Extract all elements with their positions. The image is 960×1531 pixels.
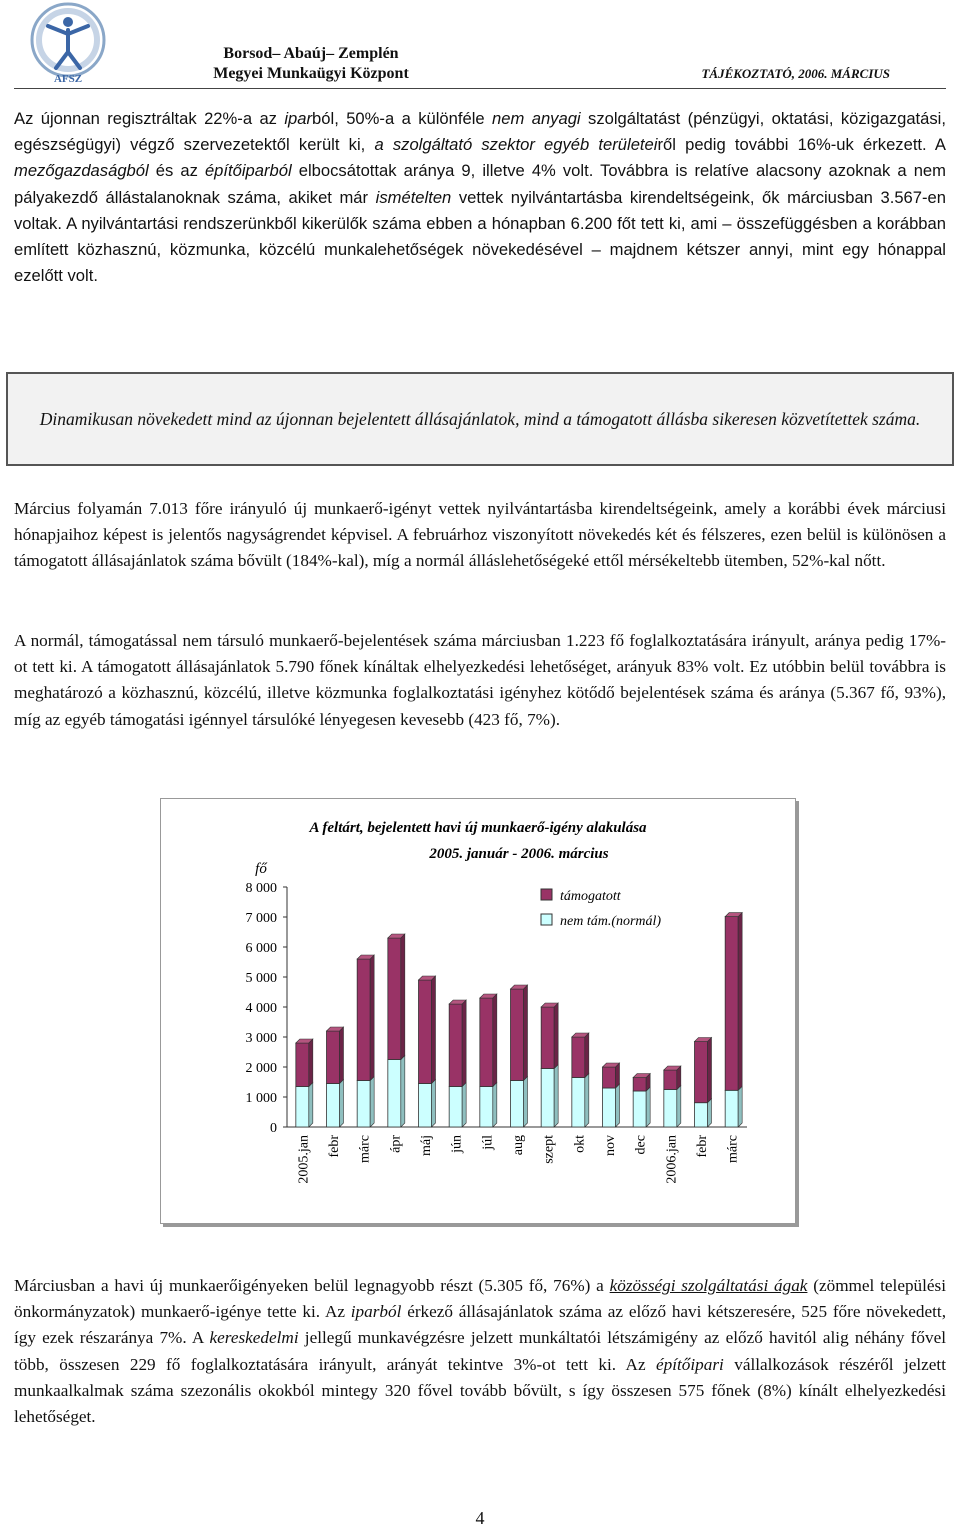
bar-normal-side xyxy=(554,1065,558,1128)
bar-supported xyxy=(511,989,524,1081)
bar-supported-side xyxy=(432,976,436,1084)
page-number: 4 xyxy=(475,1508,485,1528)
emphasis-text: mezőgazdaságból xyxy=(14,161,149,181)
bar-supported xyxy=(357,959,370,1081)
bar-supported xyxy=(725,917,738,1091)
bar-normal xyxy=(388,1060,401,1128)
bar-supported-side xyxy=(493,994,497,1087)
x-tick-label: nov xyxy=(603,1135,618,1156)
bar-normal xyxy=(480,1087,493,1128)
y-tick-label: 1 000 xyxy=(245,1091,277,1106)
y-tick-label: 8 000 xyxy=(245,881,277,896)
x-tick-label: máj xyxy=(419,1135,434,1156)
bar-supported xyxy=(633,1078,646,1092)
bar-normal-side xyxy=(432,1080,436,1128)
bar-normal xyxy=(572,1078,585,1128)
emphasis-text: a szolgáltató szektor egyéb területei xyxy=(374,135,658,155)
bar-supported-side xyxy=(554,1003,558,1069)
header-organization xyxy=(186,44,436,84)
x-tick-label: febr xyxy=(327,1135,342,1158)
bar-supported xyxy=(480,998,493,1087)
text-run: Az újonnan regisztráltak 22%-a az xyxy=(14,109,285,128)
bar-normal xyxy=(603,1088,616,1127)
afsz-logo xyxy=(8,0,128,88)
org-line-1: Borsod– Abaúj– Zemplén xyxy=(223,45,399,62)
y-tick-label: 4 000 xyxy=(245,1001,277,1016)
bar-normal xyxy=(725,1090,738,1127)
logo-text: AFSZ xyxy=(53,73,83,85)
x-tick-label: júl xyxy=(480,1135,496,1150)
bar-supported xyxy=(695,1042,708,1103)
bar-normal-side xyxy=(340,1080,344,1128)
legend-label-supported: támogatott xyxy=(560,889,621,904)
bar-supported-side xyxy=(524,985,528,1081)
x-tick-label: 2005.jan xyxy=(296,1135,312,1184)
text-run: vállalkozások részéről jelzett munkaalkalmak száma szezonális okokból mintegy 320 fővel tovább bővült, s így összesen 575 főnek (8%) kínált elhelyezkedési lehetőséget. xyxy=(14,1354,946,1427)
bar-normal-side xyxy=(708,1099,712,1127)
bar-supported xyxy=(572,1037,585,1078)
bar-supported-side xyxy=(401,934,405,1060)
emphasis-text: ismételten xyxy=(375,187,452,207)
highlight-box xyxy=(6,372,954,466)
paragraph-sector-breakdown xyxy=(14,1273,946,1430)
bar-supported-side xyxy=(462,1000,466,1087)
bar-supported-side xyxy=(370,955,374,1081)
bar-supported xyxy=(388,938,401,1060)
bar-normal xyxy=(296,1087,309,1128)
text-run: szolgáltatást (pénzügyi, oktatási, közigazgatási, egészségügyi) végző szervezetektől került ki, xyxy=(14,109,946,155)
bar-normal-side xyxy=(616,1084,620,1127)
bar-normal-side xyxy=(646,1087,650,1127)
text-run: elbocsátottak aránya 9, illetve 4% volt. Továbbra is relatíve alacsony azoknak a nem pályakezdő állástalanoknak száma, akiket már xyxy=(14,161,946,207)
text-run: (zömmel települési önkormányzatok) munkaerő-igénye tette ki. Az xyxy=(14,1276,946,1322)
bar-normal xyxy=(419,1084,432,1128)
x-tick-label: márc xyxy=(357,1135,373,1163)
x-tick-label: dec xyxy=(633,1135,649,1155)
highlight-text: Dinamikusan növekedett mind az újonnan bejelentett állásajánlatok, mind a támogatott állásba sikeresen közvetítettek száma. xyxy=(39,408,921,429)
bar-normal-side xyxy=(462,1083,466,1128)
bar-normal-side xyxy=(585,1074,589,1128)
legend-swatch-normal xyxy=(541,914,552,925)
x-tick-label: aug xyxy=(511,1135,526,1156)
bar-normal xyxy=(327,1084,340,1128)
emphasis-text: kereskedelmi xyxy=(209,1328,299,1348)
bar-normal xyxy=(541,1069,554,1128)
bar-supported xyxy=(327,1031,340,1084)
bar-normal-side xyxy=(677,1086,681,1128)
text-run: jellegű munkavégzésre jelzett munkáltatói létszámigény az előző havitól alig néhány fővel több, összesen 229 fő foglalkoztatására irányult, arányát tekintve 3%-ot tett ki. Az xyxy=(14,1328,946,1374)
text-run: Márciusban a havi új munkaerőigényeken belül legnagyobb részt (5.305 fő, 76%) a xyxy=(14,1276,610,1295)
y-axis-label: fő xyxy=(255,861,267,877)
text-run: és az xyxy=(148,161,205,181)
y-tick-label: 0 xyxy=(270,1121,277,1136)
bar-supported xyxy=(541,1007,554,1069)
bar-supported-side xyxy=(738,913,742,1091)
bar-supported xyxy=(603,1067,616,1088)
bar-supported xyxy=(664,1070,677,1090)
emphasis-text: közösségi szolgáltatási ágak xyxy=(609,1276,808,1295)
header-divider xyxy=(14,88,946,89)
chart-subtitle: 2005. január - 2006. március xyxy=(429,846,609,862)
bar-normal-side xyxy=(370,1077,374,1128)
paragraph-march-demand: Március folyamán 7.013 főre irányuló új munkaerő-igényt vettek nyilvántartásba kirendeltségeink, amely a korábbi évek márciusi hónapjaihoz képest is jelentős nagyságrendet képvisel. A februárhoz viszonyított növekedés két és félszeres, ezen belül is különösen a támogatott állásajánlatok száma bővült (184%-kal), míg a normál álláslehetőségeké ettől mérsékeltebb ütemben, 52%-kal nőtt. xyxy=(14,499,946,571)
y-tick-label: 3 000 xyxy=(245,1031,277,1046)
emphasis-text: építőipari xyxy=(656,1354,724,1374)
emphasis-text: építőiparból xyxy=(204,161,292,181)
text-run: vettek nyilvántartásba kirendeltségeink, ők márciusban 3.567-en voltak. A nyilvántartási rendszerünkből kikerülők száma ebben a hónapban 6.200 főt tett ki, ami – összefüggésben a korábban említett közhasznú, közmunka, közcélú munkalehetőségek növekedésével – majdnem kétszer annyi, mint egy hónappal ezelőtt volt. xyxy=(14,187,946,286)
emphasis-text: iparból xyxy=(350,1302,402,1322)
y-tick-label: 7 000 xyxy=(245,911,277,926)
bar-normal xyxy=(511,1081,524,1128)
bar-supported xyxy=(419,980,432,1084)
bar-normal-side xyxy=(738,1086,742,1127)
x-tick-label: okt xyxy=(572,1135,588,1153)
bar-normal xyxy=(449,1087,462,1128)
bar-supported-side xyxy=(309,1039,313,1087)
y-tick-label: 5 000 xyxy=(245,971,277,986)
bar-normal xyxy=(357,1081,370,1128)
text-run: ból, 50%-a a különféle xyxy=(312,109,493,128)
x-tick-label: márc xyxy=(725,1135,741,1163)
y-tick-label: 2 000 xyxy=(245,1061,277,1076)
legend-label-normal: nem tám.(normál) xyxy=(560,914,662,929)
bar-supported xyxy=(449,1004,462,1087)
paragraph-new-registrations xyxy=(14,106,946,289)
org-line-2: Megyei Munkaügyi Központ xyxy=(213,65,409,82)
x-tick-label: szept xyxy=(541,1135,557,1164)
text-run: ről pedig további 16%-uk érkezett. A xyxy=(657,135,946,155)
bar-supported-side xyxy=(340,1027,344,1084)
y-tick-label: 6 000 xyxy=(245,941,277,956)
header-report-title: TÁJÉKOZTATÓ, 2006. MÁRCIUS xyxy=(701,66,890,81)
bar-supported-side xyxy=(708,1038,712,1103)
bar-normal-side xyxy=(524,1077,528,1128)
bar-supported xyxy=(296,1043,309,1087)
labor-demand-chart xyxy=(161,799,795,1223)
bar-normal xyxy=(695,1103,708,1127)
emphasis-text: nem anyagi xyxy=(492,109,581,128)
chart-container xyxy=(160,798,796,1224)
x-tick-label: jún xyxy=(449,1135,465,1153)
bar-normal xyxy=(633,1091,646,1127)
bar-normal-side xyxy=(401,1056,405,1128)
emphasis-text: ipar xyxy=(284,109,313,128)
bar-supported-side xyxy=(585,1033,589,1078)
chart-title: A feltárt, bejelentett havi új munkaerő-igény alakulása xyxy=(309,820,647,836)
text-run: érkező állásajánlatok száma az előző havi kétszeresére, 525 főre növekedett, így ezek részaránya 7%. A xyxy=(14,1302,946,1348)
bar-normal-side xyxy=(493,1083,497,1128)
legend-swatch-supported xyxy=(541,889,552,900)
x-tick-label: 2006.jan xyxy=(664,1135,680,1184)
x-tick-label: febr xyxy=(695,1135,710,1158)
bar-normal xyxy=(664,1090,677,1128)
x-tick-label: ápr xyxy=(388,1135,404,1153)
paragraph-normal-supported: A normál, támogatással nem társuló munkaerő-bejelentések száma márciusban 1.223 fő foglalkoztatására irányult, aránya pedig 17%-ot tett ki. A támogatott állásajánlatok 5.790 főnek kínáltak elhelyezkedési lehetőséget, arányuk 83% volt. Ez utóbbin belül továbbra is meghatározó a közhasznú, közcélú, illetve közmunka foglalkoztatási igényhez kötődő bejelentések száma és aránya (5.367 fő, 93%), míg az egyéb támogatási igénnyel társulóké lényegesen kevesebb (423 fő, 7%). xyxy=(14,631,946,729)
bar-normal-side xyxy=(309,1083,313,1128)
